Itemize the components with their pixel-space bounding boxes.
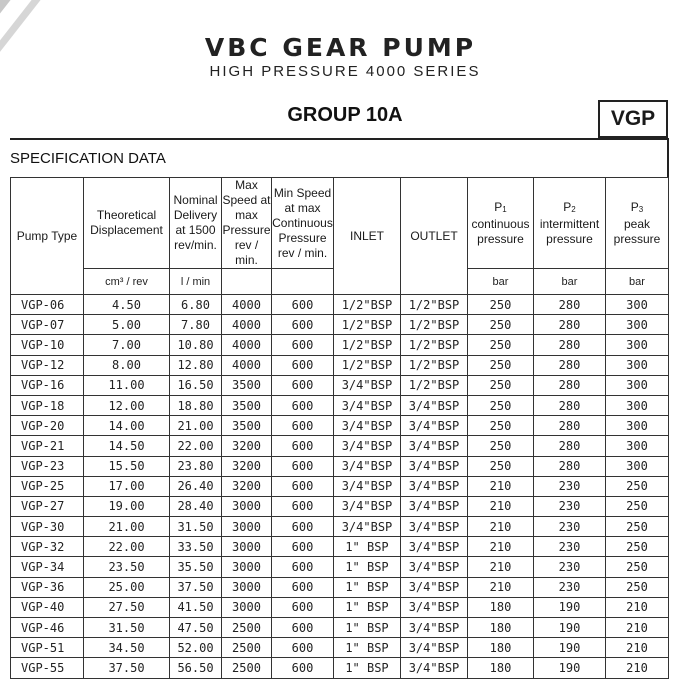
table-cell: 600 bbox=[272, 416, 334, 436]
table-row bbox=[11, 476, 669, 496]
pump-type-cell: VGP-40 bbox=[11, 597, 84, 617]
table-cell: 3/4"BSP bbox=[334, 476, 401, 496]
table-cell: 3/4"BSP bbox=[401, 577, 468, 597]
table-cell: 210 bbox=[606, 658, 669, 678]
table-cell: 23.80 bbox=[170, 456, 222, 476]
table-cell: 3/4"BSP bbox=[334, 416, 401, 436]
table-row bbox=[11, 557, 669, 577]
unit-cell: l / min bbox=[170, 269, 222, 295]
table-cell: 1" BSP bbox=[334, 557, 401, 577]
pressure-symbol: P3 bbox=[630, 199, 644, 214]
table-cell: 250 bbox=[606, 577, 669, 597]
table-cell: 22.00 bbox=[170, 436, 222, 456]
table-cell: 250 bbox=[468, 375, 534, 395]
table-cell: 600 bbox=[272, 658, 334, 678]
group-heading: GROUP 10A bbox=[287, 104, 403, 126]
table-cell: 22.00 bbox=[84, 537, 170, 557]
table-row bbox=[11, 658, 669, 678]
table-cell: 3/4"BSP bbox=[334, 496, 401, 516]
table-cell: 2500 bbox=[222, 658, 272, 678]
table-row bbox=[11, 375, 669, 395]
table-cell: 1" BSP bbox=[334, 577, 401, 597]
table-cell: 180 bbox=[468, 618, 534, 638]
pump-type-cell: VGP-23 bbox=[11, 456, 84, 476]
table-cell: 3/4"BSP bbox=[401, 416, 468, 436]
table-cell: 300 bbox=[606, 355, 669, 375]
table-cell: 600 bbox=[272, 638, 334, 658]
table-row bbox=[11, 517, 669, 537]
table-cell: 3/4"BSP bbox=[334, 436, 401, 456]
table-cell: 2500 bbox=[222, 618, 272, 638]
table-cell: 600 bbox=[272, 496, 334, 516]
table-row bbox=[11, 638, 669, 658]
table-cell: 1" BSP bbox=[334, 537, 401, 557]
table-cell: 3200 bbox=[222, 456, 272, 476]
table-cell: 8.00 bbox=[84, 355, 170, 375]
table-cell: 18.80 bbox=[170, 395, 222, 415]
table-cell: 31.50 bbox=[170, 517, 222, 537]
table-cell: 4000 bbox=[222, 355, 272, 375]
column-header bbox=[468, 178, 534, 269]
table-cell: 600 bbox=[272, 375, 334, 395]
table-cell: 250 bbox=[468, 355, 534, 375]
unit-cell: bar bbox=[606, 269, 669, 295]
table-cell: 14.50 bbox=[84, 436, 170, 456]
table-cell: 250 bbox=[606, 517, 669, 537]
table-cell: 230 bbox=[534, 577, 606, 597]
table-cell: 15.50 bbox=[84, 456, 170, 476]
table-cell: 26.40 bbox=[170, 476, 222, 496]
pressure-symbol: P1 bbox=[494, 199, 507, 214]
table-cell: 1/2"BSP bbox=[401, 315, 468, 335]
table-cell: 210 bbox=[606, 638, 669, 658]
table-cell: 280 bbox=[534, 355, 606, 375]
table-cell: 600 bbox=[272, 476, 334, 496]
column-header: OUTLET bbox=[401, 178, 468, 295]
table-cell: 210 bbox=[468, 557, 534, 577]
table-cell: 27.50 bbox=[84, 597, 170, 617]
table-cell: 280 bbox=[534, 416, 606, 436]
table-cell: 280 bbox=[534, 295, 606, 315]
header-rule bbox=[10, 138, 668, 140]
table-cell: 41.50 bbox=[170, 597, 222, 617]
table-cell: 3/4"BSP bbox=[401, 638, 468, 658]
table-cell: 3500 bbox=[222, 375, 272, 395]
table-cell: 37.50 bbox=[170, 577, 222, 597]
table-cell: 300 bbox=[606, 416, 669, 436]
table-cell: 250 bbox=[468, 395, 534, 415]
pump-type-cell: VGP-20 bbox=[11, 416, 84, 436]
unit-cell: bar bbox=[534, 269, 606, 295]
table-cell: 34.50 bbox=[84, 638, 170, 658]
table-cell: 7.00 bbox=[84, 335, 170, 355]
table-cell: 600 bbox=[272, 295, 334, 315]
column-header-label: peak pressure bbox=[613, 216, 661, 246]
table-cell: 4000 bbox=[222, 335, 272, 355]
table-cell: 14.00 bbox=[84, 416, 170, 436]
table-cell: 3/4"BSP bbox=[401, 537, 468, 557]
table-cell: 1" BSP bbox=[334, 618, 401, 638]
table-cell: 5.00 bbox=[84, 315, 170, 335]
column-header: INLET bbox=[334, 178, 401, 295]
table-cell: 1" BSP bbox=[334, 597, 401, 617]
column-header: Min Speed at max Continuous Pressure rev / min. bbox=[272, 178, 334, 269]
table-cell: 3/4"BSP bbox=[401, 476, 468, 496]
table-row bbox=[11, 537, 669, 557]
table-cell: 280 bbox=[534, 456, 606, 476]
table-cell: 3/4"BSP bbox=[334, 456, 401, 476]
table-cell: 600 bbox=[272, 537, 334, 557]
table-cell: 300 bbox=[606, 335, 669, 355]
table-cell: 33.50 bbox=[170, 537, 222, 557]
table-cell: 210 bbox=[468, 517, 534, 537]
table-cell: 600 bbox=[272, 618, 334, 638]
table-row bbox=[11, 395, 669, 415]
table-cell: 210 bbox=[606, 618, 669, 638]
table-cell: 250 bbox=[468, 436, 534, 456]
table-cell: 2500 bbox=[222, 638, 272, 658]
section-title: SPECIFICATION DATA bbox=[10, 150, 166, 167]
table-cell: 28.40 bbox=[170, 496, 222, 516]
pump-type-cell: VGP-55 bbox=[11, 658, 84, 678]
table-cell: 3/4"BSP bbox=[401, 395, 468, 415]
table-cell: 3/4"BSP bbox=[401, 517, 468, 537]
table-row bbox=[11, 456, 669, 476]
table-cell: 47.50 bbox=[170, 618, 222, 638]
table-row bbox=[11, 355, 669, 375]
pump-type-cell: VGP-10 bbox=[11, 335, 84, 355]
table-cell: 600 bbox=[272, 557, 334, 577]
header-rule-right bbox=[667, 138, 669, 178]
table-cell: 250 bbox=[606, 496, 669, 516]
table-cell: 210 bbox=[606, 597, 669, 617]
table-cell: 1/2"BSP bbox=[401, 295, 468, 315]
table-cell: 210 bbox=[468, 476, 534, 496]
table-cell: 3500 bbox=[222, 416, 272, 436]
table-cell: 1" BSP bbox=[334, 638, 401, 658]
table-row bbox=[11, 315, 669, 335]
table-cell: 230 bbox=[534, 517, 606, 537]
table-cell: 3/4"BSP bbox=[401, 456, 468, 476]
table-cell: 3200 bbox=[222, 436, 272, 456]
column-header bbox=[606, 178, 669, 269]
table-cell: 300 bbox=[606, 375, 669, 395]
pump-type-cell: VGP-07 bbox=[11, 315, 84, 335]
table-cell: 190 bbox=[534, 597, 606, 617]
pump-type-cell: VGP-46 bbox=[11, 618, 84, 638]
table-cell: 250 bbox=[606, 476, 669, 496]
table-row bbox=[11, 436, 669, 456]
table-cell: 600 bbox=[272, 436, 334, 456]
table-cell: 31.50 bbox=[84, 618, 170, 638]
table-cell: 190 bbox=[534, 658, 606, 678]
table-cell: 280 bbox=[534, 395, 606, 415]
table-cell: 250 bbox=[606, 557, 669, 577]
table-cell: 1/2"BSP bbox=[401, 335, 468, 355]
table-cell: 35.50 bbox=[170, 557, 222, 577]
unit-cell: bar bbox=[468, 269, 534, 295]
table-cell: 600 bbox=[272, 355, 334, 375]
table-cell: 300 bbox=[606, 295, 669, 315]
table-cell: 3/4"BSP bbox=[401, 557, 468, 577]
table-cell: 1/2"BSP bbox=[334, 295, 401, 315]
table-cell: 600 bbox=[272, 597, 334, 617]
pump-type-cell: VGP-16 bbox=[11, 375, 84, 395]
pump-type-cell: VGP-51 bbox=[11, 638, 84, 658]
column-header-label: intermittent pressure bbox=[539, 216, 600, 246]
table-cell: 3/4"BSP bbox=[401, 618, 468, 638]
table-cell: 190 bbox=[534, 638, 606, 658]
table-cell: 300 bbox=[606, 395, 669, 415]
table-cell: 250 bbox=[606, 537, 669, 557]
table-cell: 230 bbox=[534, 476, 606, 496]
unit-cell bbox=[272, 269, 334, 295]
table-cell: 210 bbox=[468, 537, 534, 557]
table-cell: 12.00 bbox=[84, 395, 170, 415]
column-header bbox=[534, 178, 606, 269]
table-row bbox=[11, 416, 669, 436]
table-row bbox=[11, 335, 669, 355]
table-row bbox=[11, 295, 669, 315]
table-cell: 10.80 bbox=[170, 335, 222, 355]
table-cell: 250 bbox=[468, 295, 534, 315]
table-cell: 3500 bbox=[222, 395, 272, 415]
table-cell: 3/4"BSP bbox=[401, 436, 468, 456]
table-cell: 4000 bbox=[222, 315, 272, 335]
table-body bbox=[11, 295, 669, 679]
table-cell: 3/4"BSP bbox=[334, 375, 401, 395]
table-cell: 3200 bbox=[222, 476, 272, 496]
pump-type-cell: VGP-36 bbox=[11, 577, 84, 597]
table-cell: 3000 bbox=[222, 577, 272, 597]
table-cell: 12.80 bbox=[170, 355, 222, 375]
table-cell: 21.00 bbox=[84, 517, 170, 537]
table-cell: 600 bbox=[272, 517, 334, 537]
table-cell: 3000 bbox=[222, 537, 272, 557]
pump-type-cell: VGP-25 bbox=[11, 476, 84, 496]
table-cell: 3000 bbox=[222, 597, 272, 617]
table-cell: 3/4"BSP bbox=[334, 517, 401, 537]
table-cell: 300 bbox=[606, 456, 669, 476]
table-cell: 52.00 bbox=[170, 638, 222, 658]
specification-table bbox=[10, 177, 669, 679]
table-cell: 230 bbox=[534, 537, 606, 557]
unit-cell: cm³ / rev bbox=[84, 269, 170, 295]
table-cell: 7.80 bbox=[170, 315, 222, 335]
column-header: Max Speed at max Pressure rev / min. bbox=[222, 178, 271, 267]
table-cell: 250 bbox=[468, 335, 534, 355]
table-cell: 300 bbox=[606, 315, 669, 335]
table-cell: 4.50 bbox=[84, 295, 170, 315]
pump-type-cell: VGP-34 bbox=[11, 557, 84, 577]
pump-type-cell: VGP-12 bbox=[11, 355, 84, 375]
table-cell: 37.50 bbox=[84, 658, 170, 678]
pump-type-cell: VGP-21 bbox=[11, 436, 84, 456]
table-cell: 25.00 bbox=[84, 577, 170, 597]
table-cell: 210 bbox=[468, 496, 534, 516]
table-cell: 6.80 bbox=[170, 295, 222, 315]
pump-type-cell: VGP-06 bbox=[11, 295, 84, 315]
document-title: VBC GEAR PUMP bbox=[204, 33, 477, 62]
table-cell: 3/4"BSP bbox=[401, 597, 468, 617]
table-cell: 280 bbox=[534, 375, 606, 395]
table-cell: 600 bbox=[272, 335, 334, 355]
series-badge: VGP bbox=[598, 100, 668, 138]
table-cell: 3/4"BSP bbox=[401, 496, 468, 516]
table-cell: 600 bbox=[272, 456, 334, 476]
table-cell: 250 bbox=[468, 416, 534, 436]
column-header: Theoretical Displacement bbox=[84, 178, 170, 269]
table-cell: 4000 bbox=[222, 295, 272, 315]
table-cell: 180 bbox=[468, 658, 534, 678]
table-cell: 230 bbox=[534, 496, 606, 516]
pump-type-cell: VGP-32 bbox=[11, 537, 84, 557]
column-header: Pump Type bbox=[11, 178, 84, 295]
table-row bbox=[11, 496, 669, 516]
document-subtitle: HIGH PRESSURE 4000 SERIES bbox=[209, 63, 481, 80]
table-cell: 190 bbox=[534, 618, 606, 638]
table-cell: 180 bbox=[468, 638, 534, 658]
table-cell: 180 bbox=[468, 597, 534, 617]
table-cell: 600 bbox=[272, 577, 334, 597]
table-cell: 210 bbox=[468, 577, 534, 597]
table-cell: 300 bbox=[606, 436, 669, 456]
table-cell: 3000 bbox=[222, 496, 272, 516]
table-cell: 1/2"BSP bbox=[401, 375, 468, 395]
table-cell: 1/2"BSP bbox=[334, 315, 401, 335]
table-cell: 1/2"BSP bbox=[401, 355, 468, 375]
table-cell: 280 bbox=[534, 315, 606, 335]
column-header: Nominal Delivery at 1500 rev/min. bbox=[170, 178, 222, 269]
pump-type-cell: VGP-30 bbox=[11, 517, 84, 537]
table-cell: 17.00 bbox=[84, 476, 170, 496]
column-header-label: continuous pressure bbox=[471, 216, 530, 246]
table-cell: 19.00 bbox=[84, 496, 170, 516]
pump-type-cell: VGP-27 bbox=[11, 496, 84, 516]
table-cell: 56.50 bbox=[170, 658, 222, 678]
table-row bbox=[11, 597, 669, 617]
table-cell: 250 bbox=[468, 456, 534, 476]
table-cell: 21.00 bbox=[170, 416, 222, 436]
table-cell: 600 bbox=[272, 395, 334, 415]
table-cell: 280 bbox=[534, 335, 606, 355]
table-cell: 600 bbox=[272, 315, 334, 335]
table-cell: 23.50 bbox=[84, 557, 170, 577]
table-cell: 3000 bbox=[222, 557, 272, 577]
table-cell: 1" BSP bbox=[334, 658, 401, 678]
table-cell: 16.50 bbox=[170, 375, 222, 395]
pressure-symbol: P2 bbox=[563, 199, 576, 214]
table-cell: 1/2"BSP bbox=[334, 335, 401, 355]
table-row bbox=[11, 577, 669, 597]
table-row bbox=[11, 618, 669, 638]
pump-type-cell: VGP-18 bbox=[11, 395, 84, 415]
table-header-row bbox=[11, 178, 669, 269]
table-cell: 3/4"BSP bbox=[401, 658, 468, 678]
unit-cell bbox=[222, 269, 272, 295]
table-cell: 3000 bbox=[222, 517, 272, 537]
table-cell: 280 bbox=[534, 436, 606, 456]
table-cell: 11.00 bbox=[84, 375, 170, 395]
table-cell: 1/2"BSP bbox=[334, 355, 401, 375]
table-cell: 230 bbox=[534, 557, 606, 577]
table-cell: 250 bbox=[468, 315, 534, 335]
table-cell: 3/4"BSP bbox=[334, 395, 401, 415]
